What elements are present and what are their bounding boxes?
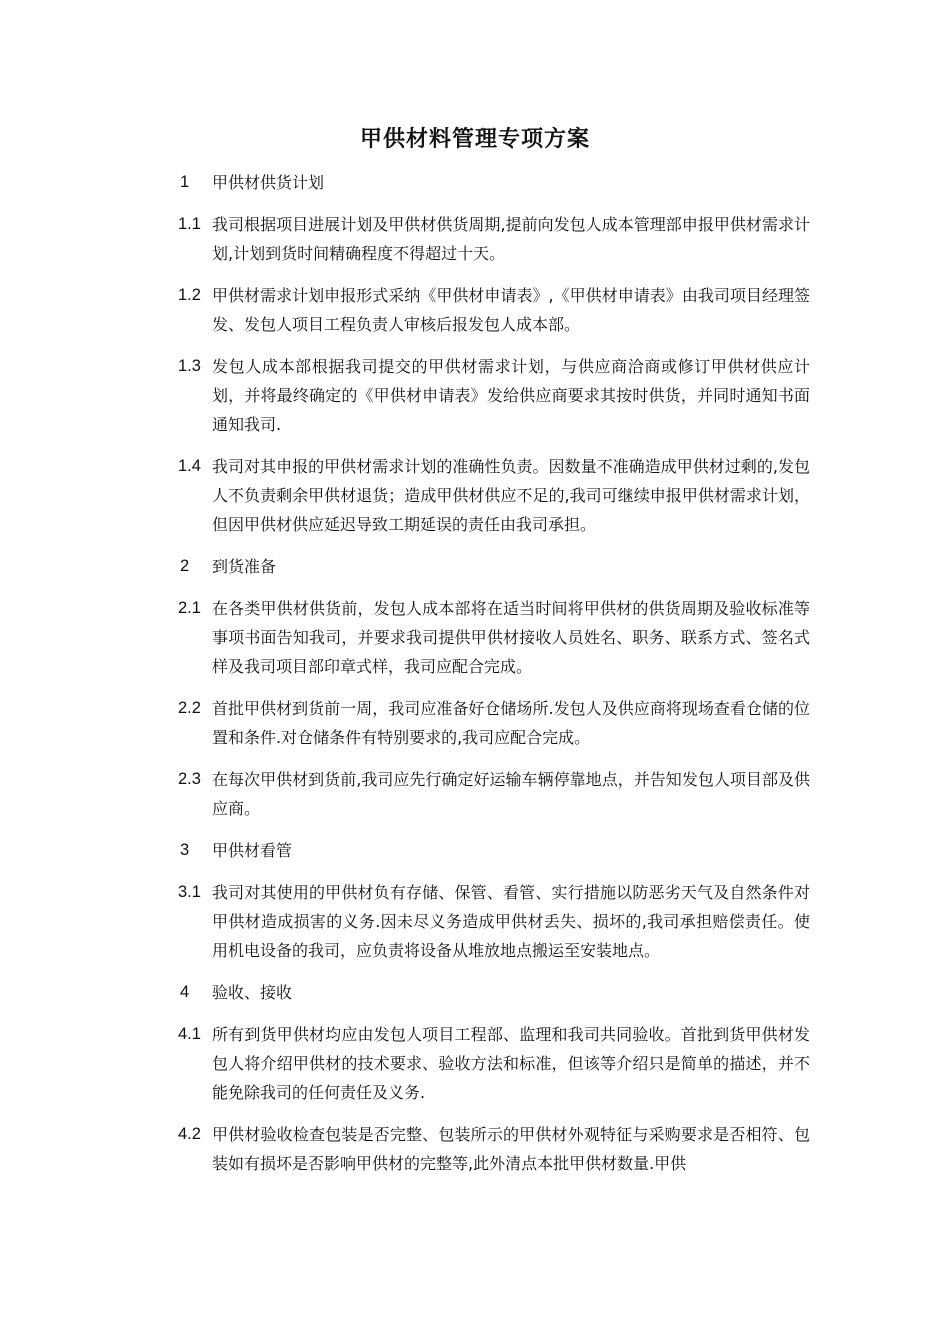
document-title: 甲供材料管理专项方案 bbox=[359, 127, 590, 152]
clause-item bbox=[178, 694, 810, 752]
clause-item bbox=[178, 1020, 810, 1107]
section-number: 4 bbox=[180, 983, 190, 1001]
clause-text: 在各类甲供材供货前，发包人成本部将在适当时间将甲供材的供货周期及验收标准等事项书面告知我司，并要求我司提供甲供材接收人员姓名、职务、联系方式、签名式样及我司项目部印章式样，我司应配合完成。 bbox=[212, 599, 810, 676]
clause-number: 3.1 bbox=[178, 883, 201, 901]
clause-number: 4.1 bbox=[178, 1025, 201, 1043]
clause-number: 2.1 bbox=[178, 599, 201, 617]
clause-text: 我司对其使用的甲供材负有存储、保管、看管、实行措施以防恶劣天气及自然条件对甲供材造成损害的义务.因未尽义务造成甲供材丢失、损坏的,我司承担赔偿责任。使用机电设备的我司，应负责将设备从堆放地点搬运至安装地点。 bbox=[212, 883, 810, 960]
section-heading bbox=[178, 168, 810, 197]
clause-item bbox=[178, 210, 810, 268]
clause-item bbox=[178, 878, 810, 965]
clause-text: 甲供材需求计划申报形式采纳《甲供材申请表》,《甲供材申请表》由我司项目经理签发、发包人项目工程负责人审核后报发包人成本部。 bbox=[212, 286, 810, 334]
clause-number: 1.1 bbox=[178, 215, 201, 233]
clause-item bbox=[178, 594, 810, 681]
clause-text: 首批甲供材到货前一周，我司应准备好仓储场所.发包人及供应商将现场查看仓储的位置和条件.对仓储条件有特别要求的,我司应配合完成。 bbox=[212, 699, 810, 747]
clause-number: 1.3 bbox=[178, 357, 201, 375]
clause-text: 我司对其申报的甲供材需求计划的准确性负责。因数量不准确造成甲供材过剩的,发包人不负责剩余甲供材退货；造成甲供材供应不足的,我司可继续申报甲供材需求计划，但因甲供材供应延迟导致工期延误的责任由我司承担。 bbox=[212, 457, 810, 534]
document-body bbox=[178, 168, 810, 1191]
clause-number: 1.2 bbox=[178, 286, 201, 304]
clause-number: 2.3 bbox=[178, 770, 201, 788]
clause-number: 1.4 bbox=[178, 457, 201, 475]
clause-item bbox=[178, 765, 810, 823]
clause-number: 2.2 bbox=[178, 699, 201, 717]
section-heading bbox=[178, 978, 810, 1007]
clause-text: 发包人成本部根据我司提交的甲供材需求计划，与供应商洽商或修订甲供材供应计划，并将最终确定的《甲供材申请表》发给供应商要求其按时供货，并同时通知书面通知我司. bbox=[212, 357, 810, 434]
clause-item bbox=[178, 452, 810, 539]
section-number: 1 bbox=[180, 173, 190, 191]
clause-number: 4.2 bbox=[178, 1125, 201, 1143]
clause-text: 所有到货甲供材均应由发包人项目工程部、监理和我司共同验收。首批到货甲供材发包人将介绍甲供材的技术要求、验收方法和标准，但该等介绍只是简单的描述，并不能免除我司的任何责任及义务. bbox=[212, 1025, 810, 1102]
section-heading bbox=[178, 552, 810, 581]
section-title: 甲供材供货计划 bbox=[212, 173, 325, 192]
section-title: 验收、接收 bbox=[212, 983, 293, 1002]
section-number: 3 bbox=[180, 841, 190, 859]
section-title: 到货准备 bbox=[212, 557, 277, 576]
clause-item bbox=[178, 1120, 810, 1178]
clause-text: 我司根据项目进展计划及甲供材供货周期,提前向发包人成本管理部申报甲供材需求计划,计划到货时间精确程度不得超过十天。 bbox=[212, 215, 810, 263]
clause-item bbox=[178, 281, 810, 339]
clause-text: 在每次甲供材到货前,我司应先行确定好运输车辆停靠地点，并告知发包人项目部及供应商。 bbox=[212, 770, 810, 818]
section-heading bbox=[178, 836, 810, 865]
clause-item bbox=[178, 352, 810, 439]
clause-text: 甲供材验收检查包装是否完整、包装所示的甲供材外观特征与采购要求是否相符、包装如有损坏是否影响甲供材的完整等,此外清点本批甲供材数量.甲供 bbox=[212, 1125, 810, 1173]
section-number: 2 bbox=[180, 557, 190, 575]
section-title: 甲供材看管 bbox=[212, 841, 293, 860]
